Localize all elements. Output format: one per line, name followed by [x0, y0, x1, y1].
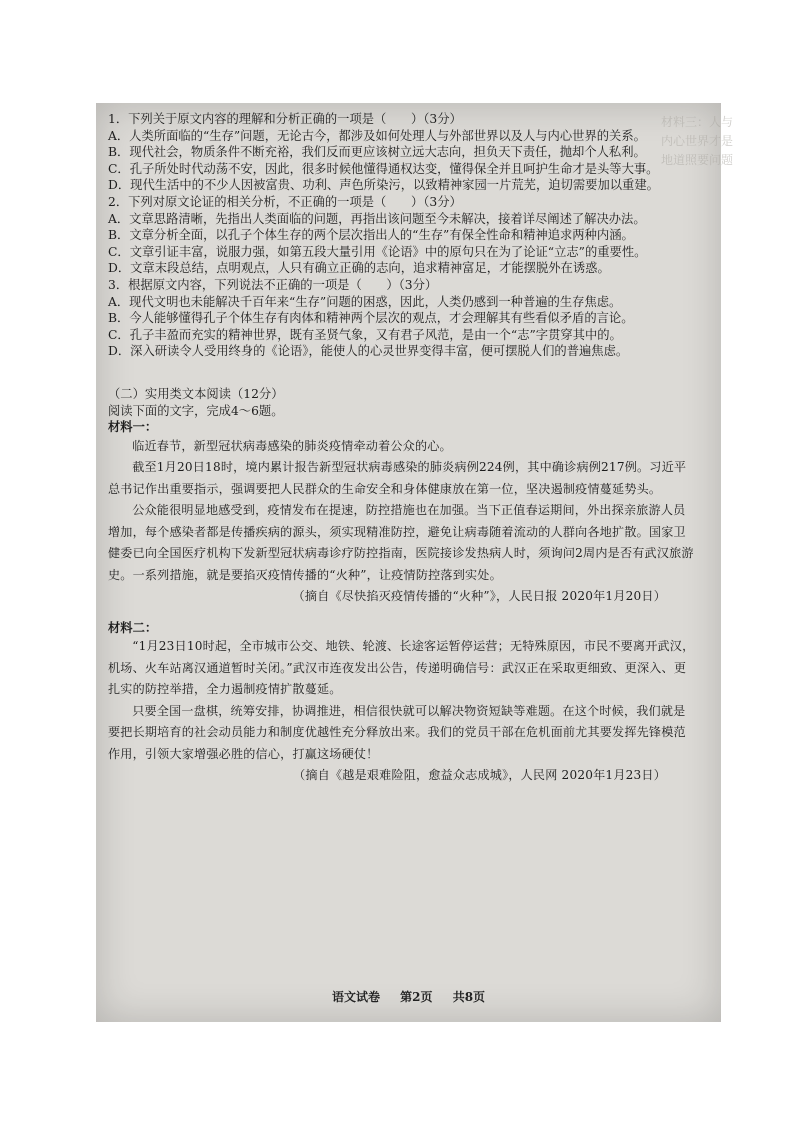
footer-page-number: 第2页 — [400, 990, 433, 1004]
material-2-paragraph: 只要全国一盘棋，统筹安排，协调推进，相信很快就可以解决物资短缺等难题。在这个时候，我们就是要把长期培育的社会动员能力和制度优越性充分释放出来。我们的党员干部在危机面前尤其要发挥先锋模范作用，引领大家增强必胜的信心，打赢这场硬仗！ — [108, 703, 686, 761]
material-1-source: （摘自《尽快掐灭疫情传播的“火种”》，人民日报 2020年1月20日） — [292, 589, 666, 604]
question-stem: 1．下列关于原文内容的理解和分析正确的一项是（ ）（3分） — [108, 112, 462, 126]
question-stem: 3．根据原文内容，下列说法不正确的一项是（ ）（3分） — [108, 277, 438, 292]
material-1-paragraph: 临近春节，新型冠状病毒感染的肺炎疫情牵动着公众的心。 — [132, 438, 452, 453]
option-b: B．文章分析全面，以孔子个体生存的两个层次指出人的“生存”有保全性命和精神追求两种内涵。 — [108, 228, 634, 243]
footer-subject: 语文试卷 — [331, 990, 380, 1004]
material-1-label: 材料一： — [108, 419, 158, 435]
option-d: D．深入研读令人受用终身的《论语》，能使人的心灵世界变得丰富，便可摆脱人们的普遍焦虑。 — [108, 344, 629, 359]
option-d: D．文章末段总结，点明观点，人只有确立正确的志向，追求精神富足，才能摆脱外在诱惑。 — [108, 261, 610, 276]
material-1-body — [108, 436, 696, 608]
option-c: C．孔子丰盈而充实的精神世界，既有圣贤气象，又有君子风范，是由一个“志”字贯穿其中的。 — [108, 327, 622, 342]
section-instruction: 阅读下面的文字，完成4～6题。 — [108, 403, 284, 418]
bleed-through-text: 材料三：人与内心世界才是地道照要问题 — [660, 115, 733, 167]
material-2-body — [108, 636, 696, 787]
page-content — [108, 111, 696, 787]
material-2-paragraph: “1月23日10时起，全市城市公交、地铁、轮渡、长途客运暂停运营；无特殊原因，市民不要离开武汉，机场、火车站离汉通道暂时关闭。”武汉市连夜发出公告，传递明确信号：武汉正在采取更细致、更深入、更扎实的防控举措，全力遏制疫情扩散蔓延。 — [108, 639, 695, 697]
question-3 — [108, 277, 696, 360]
section-title: （二）实用类文本阅读（12分） — [108, 386, 284, 401]
option-b: B．现代社会，物质条件不断充裕，我们反而更应该树立远大志向，担负天下责任，抛却个人私利。 — [108, 145, 646, 160]
footer-total-pages: 共8页 — [452, 990, 486, 1004]
material-1-paragraph: 公众能很明显地感受到，疫情发布在提速，防控措施也在加强。当下正值春运期间，外出探亲旅游人员增加，每个感染者都是传播疾病的源头，须实现精准防控，避免让病毒随着流动的人群向各地扩散。国家卫健委已向全国医疗机构下发新型冠状病毒诊疗防控指南，医院接诊发热病人时，须询问2周内是否有武汉旅游史。一系列措施，就是要掐灭疫情传播的“火种”，让疫情防控落到实处。 — [108, 503, 694, 582]
option-c: C．孔子所处时代动荡不安，因此，很多时候他懂得通权达变，懂得保全并且呵护生命才是头等大事。 — [108, 161, 659, 176]
exam-page — [96, 103, 733, 1022]
option-b: B．今人能够懂得孔子个体生存有肉体和精神两个层次的观点，才会理解其有些看似矛盾的言论。 — [108, 311, 634, 326]
material-2-source: （摘自《越是艰难险阻，愈益众志成城》，人民网 2020年1月23日） — [293, 768, 666, 783]
option-c: C．文章引证丰富，说服力强，如第五段大量引用《论语》中的原句只在为了论证“立志”的重要性。 — [108, 244, 647, 259]
option-d: D．现代生活中的不少人因被富贵、功利、声色所染污，以致精神家园一片荒芜，迫切需要加以重建。 — [108, 178, 659, 193]
question-stem: 2．下列对原文论证的相关分析，不正确的一项是（ ）（3分） — [108, 194, 462, 209]
option-a: A．现代文明也未能解决千百年来“生存”问题的困惑，因此，人类仍感到一种普遍的生存焦虑。 — [108, 294, 622, 309]
option-a: A．人类所面临的“生存”问题，无论古今，都涉及如何处理人与外部世界以及人与内心世界的关系。 — [108, 128, 646, 143]
material-2-label: 材料二： — [108, 619, 158, 635]
question-1 — [108, 111, 696, 194]
page-footer — [96, 988, 721, 1005]
material-1-paragraph: 截至1月20日18时，境内累计报告新型冠状病毒感染的肺炎病例224例，其中确诊病例217例。习近平总书记作出重要指示，强调要把人民群众的生命安全和身体健康放在第一位，坚决遏制疫情蔓延势头。 — [108, 460, 687, 496]
question-2 — [108, 194, 696, 277]
option-a: A．文章思路清晰，先指出人类面临的问题，再指出该问题至今未解决，接着详尽阐述了解决办法。 — [108, 211, 646, 226]
